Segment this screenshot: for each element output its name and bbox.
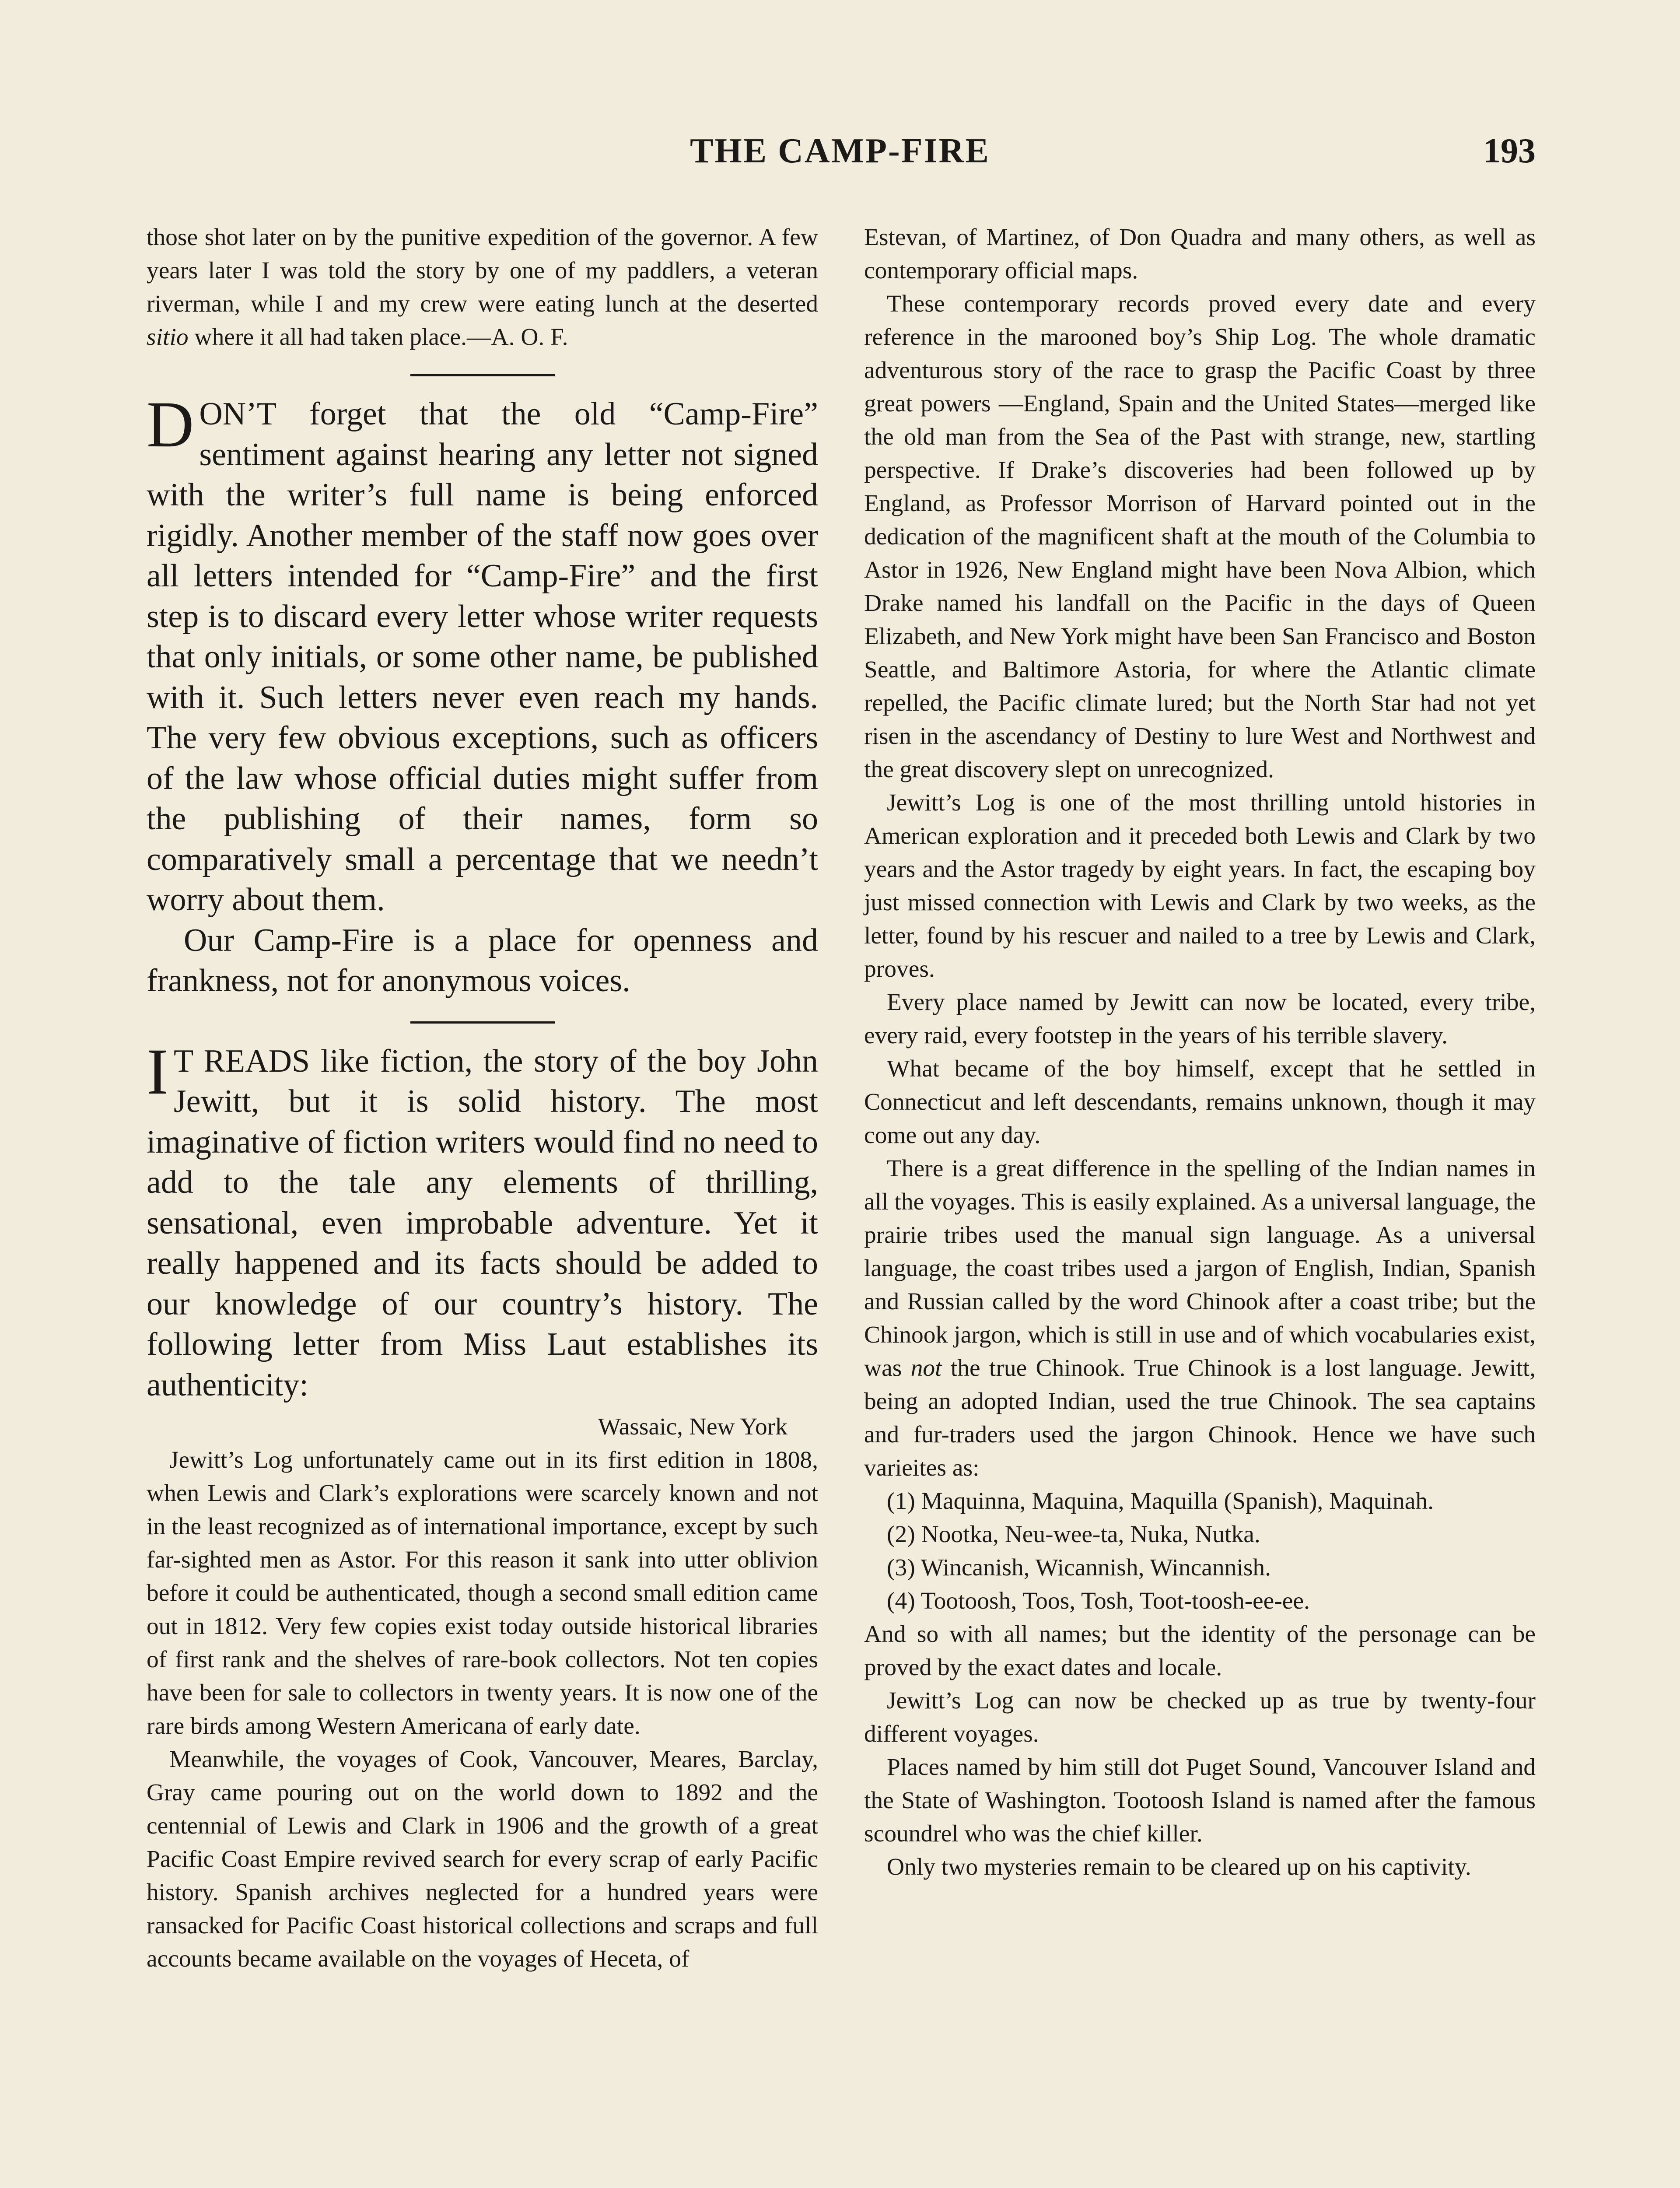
intro-paragraph	[147, 221, 818, 354]
paragraph-text: There is a great difference in the spelling of the Indian names in all the voyages. This is easily explained. As a universal language, the prairie tribes used the manual sign language. As a universal language, the coast tribes used a jargon of English, Indian, Spanish and Russian called by the word Chinook after a coast tribe; but the Chinook jargon, which is still in use and of which vocabularies exist, was	[864, 1155, 1536, 1382]
name-variant-item: (2) Nootka, Neu-wee-ta, Nuka, Nutka.	[887, 1521, 1260, 1548]
running-head: THE CAMP-FIRE	[690, 132, 990, 170]
section-divider	[410, 374, 555, 376]
letter-paragraph: Jewitt’s Log is one of the most thrilling untold histories in American exploration and it preceded both Lewis and Clark by two years and the Astor tragedy by eight years. In fact, the escaping boy just missed connection with Lewis and Clark by two weeks, as the letter, found by his rescuer and nailed to a tree by Lewis and Clark, proves.	[864, 789, 1536, 982]
letter-paragraph: Only two mysteries remain to be cleared up on his captivity.	[887, 1854, 1471, 1880]
paragraph-text: the true Chinook. True Chinook is a lost language. Jewitt, being an adopted Indian, used the true Chinook. The sea captains and fur-traders used the jargon Chinook. Hence we have such varieites as:	[864, 1355, 1536, 1481]
feature-intro-text: T READS like fiction, the story of the boy John Jewitt, but it is solid history. The most imaginative of fiction writers would find no need to add to the tale any elements of thrilling, sensational, even improbable adventure. Yet it really happened and its facts should be added to our knowledge of our country’s history. The following letter from Miss Laut establishes its authenticity:	[147, 1043, 818, 1403]
name-variant-item: (1) Maquinna, Maquina, Maquilla (Spanish), Maquinah.	[887, 1488, 1434, 1515]
notice-drop-cap: D	[147, 388, 194, 461]
feature-intro-paragraph	[147, 1035, 818, 1406]
intro-section	[147, 221, 818, 354]
letter-paragraph: Estevan, of Martinez, of Don Quadra and many others, as well as contemporary official maps.	[864, 224, 1536, 284]
italic-word: not	[910, 1355, 942, 1382]
intro-italic-word: sitio	[147, 324, 189, 351]
notice-text: ON’T forget that the old “Camp-Fire” sentiment against hearing any letter not signed with the writer’s full name is being enforced rigidly. Another member of the staff now goes over all letters intended for “Camp-Fire” and the first step is to discard every letter whose writer requests that only initials, or some other name, be published with it. Such letters never even reach my hands. The very few obvious exceptions, such as officers of the law whose official duties might suffer from the publishing of their names, form so comparatively small a percentage that we needn’t worry about them.	[147, 396, 818, 918]
name-variant-item: (3) Wincanish, Wicannish, Wincannish.	[887, 1554, 1271, 1581]
letter-paragraph: What became of the boy himself, except that he settled in Connecticut and left descendants, remains unknown, though it may come out any day.	[864, 1055, 1536, 1149]
letter-section	[147, 1410, 818, 1976]
letter-paragraph: Every place named by Jewitt can now be located, every tribe, every raid, every footstep in the years of his terrible slavery.	[864, 989, 1536, 1049]
intro-signoff: where it all had taken place.—A. O. F.	[194, 324, 568, 351]
page-number: 193	[1483, 132, 1536, 170]
letter-dateline: Wassaic, New York	[598, 1413, 788, 1440]
intro-text: those shot later on by the punitive expedition of the governor. A few years later I was told the story by one of my paddlers, a veteran riverman, while I and my crew were eating lunch at the deserted	[147, 224, 818, 317]
letter-paragraph: Places named by him still dot Puget Sound, Vancouver Island and the State of Washington. Tootoosh Island is named after the famous scoundrel who was the chief killer.	[864, 1754, 1536, 1847]
left-column	[147, 221, 818, 1976]
notice-section	[147, 388, 818, 1001]
letter-paragraph: And so with all names; but the identity of the personage can be proved by the exact dates and locale.	[864, 1621, 1536, 1681]
letter-paragraph: Jewitt’s Log unfortunately came out in its first edition in 1808, when Lewis and Clark’s explorations were scarcely known and not in the least recognized as of international importance, except by such far-sighted men as Astor. For this reason it sank into utter oblivion before it could be authenticated, though a second small edition came out in 1812. Very few copies exist today outside historical libraries of first rank and the shelves of rare-book collectors. Not ten copies have been for sale to collectors in twenty years. It is now one of the rare birds among Western Americana of early date.	[147, 1447, 818, 1739]
feature-drop-cap: I	[147, 1035, 168, 1108]
letter-paragraph: Meanwhile, the voyages of Cook, Vancouver, Meares, Barclay, Gray came pouring out on the world down to 1892 and the centennial of Lewis and Clark in 1906 and the growth of a great Pacific Coast Empire revived search for every scrap of early Pacific history. Spanish archives neglected for a hundred years were ransacked for Pacific Coast historical collections and scraps and full accounts became available on the voyages of Heceta, of	[147, 1746, 818, 1972]
section-divider	[410, 1021, 555, 1024]
name-variant-item: (4) Tootoosh, Toos, Tosh, Toot-toosh-ee-ee.	[887, 1588, 1310, 1614]
letter-paragraph	[864, 1152, 1536, 1485]
letter-paragraph: Jewitt’s Log can now be checked up as true by twenty-four different voyages.	[864, 1687, 1536, 1747]
notice-closing-paragraph: Our Camp-Fire is a place for openness and frankness, not for anonymous voices.	[147, 922, 818, 999]
feature-intro-section	[147, 1035, 818, 1406]
right-column	[864, 221, 1536, 1884]
notice-paragraph	[147, 388, 818, 920]
page-header	[144, 131, 1536, 179]
letter-paragraph: These contemporary records proved every date and every reference in the marooned boy’s Ship Log. The whole dramatic adventurous story of the race to grasp the Pacific Coast by three great powers —England, Spain and the United States—merged like the old man from the Sea of the Past with strange, new, startling perspective. If Drake’s discoveries had been followed up by England, as Professor Morrison of Harvard pointed out in the dedication of the magnificent shaft at the mouth of the Columbia to Astor in 1926, New England might have been Nova Albion, which Drake named his landfall on the Pacific in the days of Queen Elizabeth, and New York might have been San Francisco and Boston Seattle, and Baltimore Astoria, for where the Atlantic climate repelled, the Pacific climate lured; but the North Star had not yet risen in the ascendancy of Destiny to lure West and Northwest and the great discovery slept on unrecognized.	[864, 291, 1536, 783]
